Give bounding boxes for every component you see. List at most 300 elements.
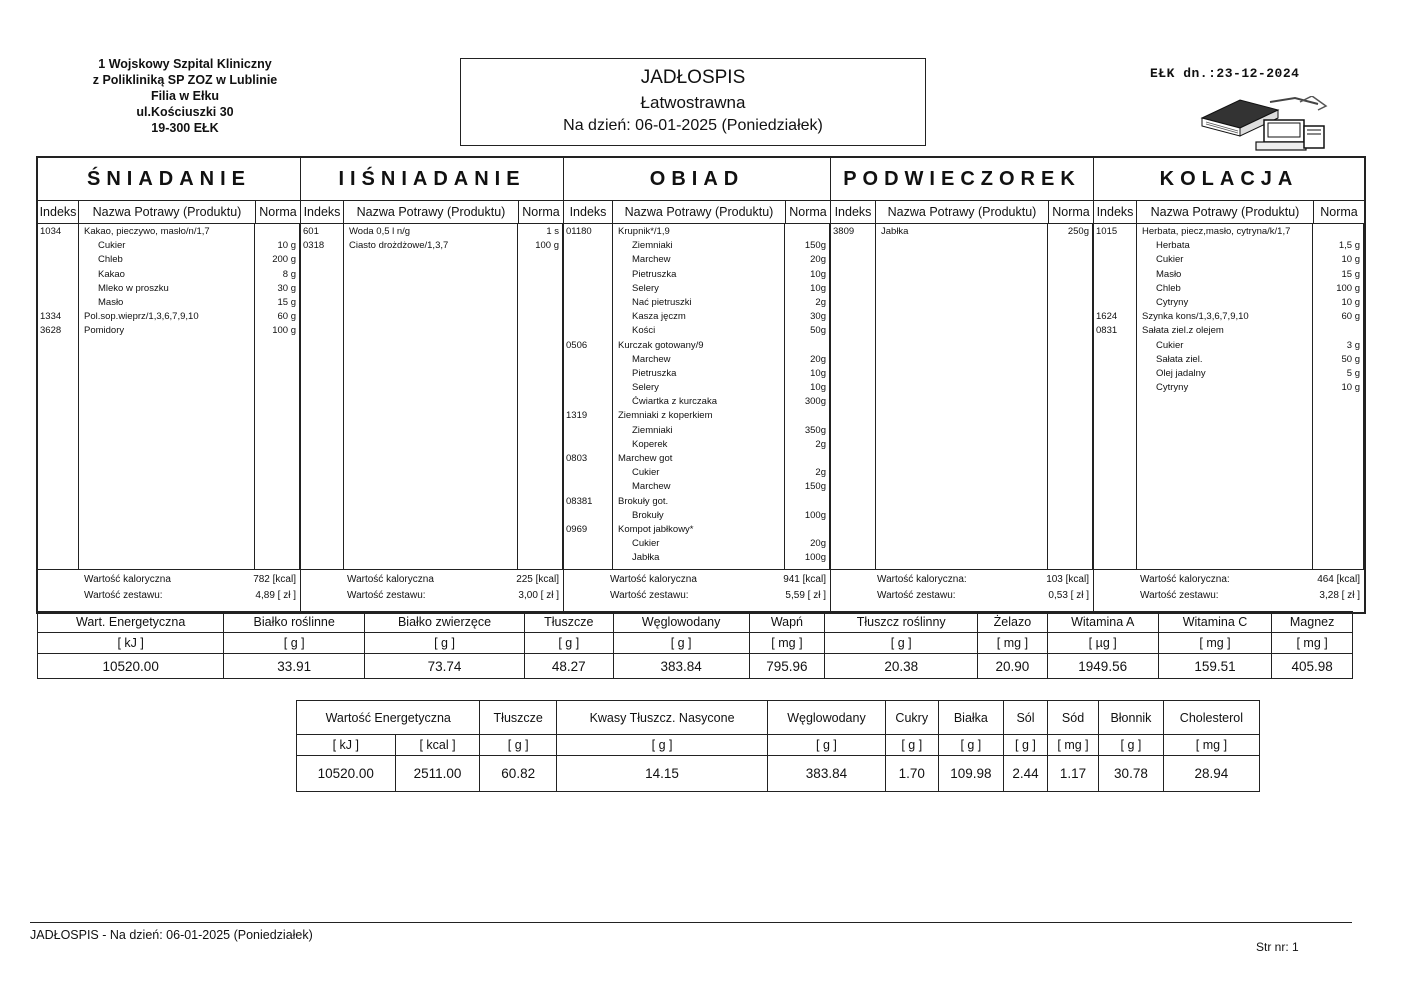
meal-column [301, 224, 344, 569]
nutrient-unit: [ g ] [825, 633, 978, 654]
item-index [1094, 269, 1138, 283]
nutrient-unit: [ mg ] [1163, 735, 1259, 756]
item-index [1094, 297, 1138, 311]
menu-item-row [564, 368, 830, 382]
nutrient-unit: [ g ] [224, 633, 365, 654]
item-name: Koperek [632, 438, 668, 450]
item-index [1094, 240, 1138, 254]
kcal-label: Wartość kaloryczna: [1140, 574, 1230, 585]
cost-value: 4,89 [ zł ] [255, 590, 296, 601]
column-header-index: Indeks [301, 201, 344, 223]
item-norm [782, 453, 830, 467]
menu-item-row [831, 226, 1093, 240]
menu-item-row [564, 340, 830, 354]
menu-item-row [564, 297, 830, 311]
item-index [38, 240, 80, 254]
menu-item-row [564, 410, 830, 424]
item-norm: 10g [810, 268, 826, 280]
nutrient-value: 73.74 [365, 654, 525, 679]
meal-items [38, 224, 300, 570]
item-norm: 60 g [1341, 311, 1360, 323]
menu-item-row [38, 240, 300, 254]
menu-item-row [1094, 354, 1364, 368]
cost-label: Wartość zestawu: [347, 590, 426, 601]
item-norm: 10 g [1341, 296, 1360, 308]
menu-item-row [1094, 311, 1364, 325]
item-name: Kompot jabłkowy* [618, 523, 694, 535]
meal-column [344, 224, 518, 569]
item-index: 01180 [566, 226, 592, 237]
item-name: Cytryny [1156, 382, 1189, 394]
item-index [564, 269, 614, 283]
item-name: Kakao, pieczywo, masło/n/1,7 [84, 226, 210, 237]
meal-column [831, 224, 876, 569]
item-norm: 2g [815, 467, 826, 479]
cost-value: 3,28 [ zł ] [1319, 590, 1360, 601]
item-norm: 30g [810, 311, 826, 323]
nutrient-unit: [ g ] [1099, 735, 1164, 756]
menu-item-row [1094, 325, 1364, 339]
nutrient-header: Żelazo [978, 612, 1047, 633]
nutrient-value: 405.98 [1272, 654, 1353, 679]
menu-item-row [564, 439, 830, 453]
item-norm: 2g [815, 296, 826, 308]
nutrient-header: Wartość Energetyczna [297, 701, 480, 735]
item-norm: 5 g [1346, 367, 1360, 379]
item-norm: 100g [804, 509, 826, 521]
item-index [1094, 382, 1138, 396]
item-name: Olej jadalny [1156, 367, 1206, 379]
column-header-name: Nazwa Potrawy (Produktu) [613, 201, 786, 223]
menu-item-row [38, 269, 300, 283]
nutrient-value: 33.91 [224, 654, 365, 679]
item-name: Cukier [1156, 254, 1184, 266]
item-index [564, 396, 614, 410]
menu-item-row [564, 538, 830, 552]
item-index: 0318 [303, 240, 325, 252]
nutrient-value: 383.84 [613, 654, 749, 679]
nutrient-value: 28.94 [1163, 756, 1259, 792]
meal-summary [38, 570, 300, 612]
item-name: Ziemniaki [632, 240, 673, 252]
menu-item-row [564, 510, 830, 524]
item-index [564, 425, 614, 439]
column-header-name: Nazwa Potrawy (Produktu) [79, 201, 256, 223]
item-name: Sałata ziel.z olejem [1142, 325, 1224, 337]
nutrient-value: 1.70 [885, 756, 938, 792]
nutrient-unit: [ mg ] [1048, 735, 1099, 756]
item-norm: 10 g [277, 240, 296, 252]
item-name: Brokuły got. [618, 495, 669, 507]
item-name: Herbata [1156, 240, 1190, 252]
item-name: Nać pietruszki [632, 296, 692, 308]
menu-item-row [564, 269, 830, 283]
item-index: 0831 [1096, 325, 1118, 337]
item-norm: 350g [804, 424, 826, 436]
column-header-index: Indeks [831, 201, 876, 223]
item-index [38, 297, 80, 311]
item-index [564, 325, 614, 339]
nutrient-value: 795.96 [749, 654, 824, 679]
item-norm: 3 g [1346, 339, 1360, 351]
item-index: 1319 [566, 410, 588, 422]
item-name: Pol.sop.wieprz/1,3,6,7,9,10 [84, 311, 199, 323]
item-index [564, 510, 614, 524]
menu-item-row [1094, 382, 1364, 396]
menu-item-row [564, 524, 830, 538]
nutrient-value: 2511.00 [395, 756, 480, 792]
nutrient-value: 1.17 [1048, 756, 1099, 792]
menu-item-row [564, 382, 830, 396]
nutrient-unit: [ g ] [938, 735, 1003, 756]
item-norm [1310, 226, 1364, 240]
nutrient-value: 20.90 [978, 654, 1047, 679]
kcal-value: 941 [kcal] [783, 574, 826, 585]
meal-title: ŚNIADANIE [38, 158, 300, 201]
kcal-label: Wartość kaloryczna [610, 574, 697, 585]
nutrient-value: 48.27 [524, 654, 613, 679]
hospital-name: 1 Wojskowy Szpital Kliniczny [98, 57, 272, 71]
nutrient-value: 159.51 [1158, 654, 1271, 679]
meal-column [1048, 224, 1093, 569]
item-name: Ćwiartka z kurczaka [632, 396, 717, 408]
cost-label: Wartość zestawu: [1140, 590, 1219, 601]
item-norm: 20g [810, 538, 826, 550]
item-norm: 10g [810, 367, 826, 379]
hospital-header [60, 56, 310, 136]
menu-item-row [564, 552, 830, 566]
meal-items [301, 224, 563, 570]
item-name: Szynka kons/1,3,6,7,9,10 [1142, 311, 1249, 323]
item-name: Ciasto drożdżowe/1,3,7 [349, 240, 449, 252]
meal-summary [301, 570, 563, 612]
nutrient-unit: [ g ] [613, 633, 749, 654]
nutrient-header: Węglowodany [613, 612, 749, 633]
item-name: Masło [98, 296, 124, 308]
menu-item-row [564, 325, 830, 339]
nutrient-unit: [ mg ] [978, 633, 1047, 654]
nutrient-header: Cukry [885, 701, 938, 735]
meal-column-headers [301, 201, 563, 224]
menu-item-row [564, 481, 830, 495]
item-index [564, 538, 614, 552]
nutrient-unit: [ g ] [885, 735, 938, 756]
item-index [1094, 340, 1138, 354]
item-index: 08381 [566, 495, 593, 507]
nutrient-unit: [ g ] [524, 633, 613, 654]
meal-section [301, 158, 564, 612]
item-index [564, 283, 614, 297]
column-header-norm: Norma [522, 205, 560, 219]
item-norm: 100g [804, 552, 826, 564]
item-index: 3809 [833, 226, 855, 237]
item-norm: 100 g [272, 325, 296, 337]
item-norm: 50 g [1341, 353, 1360, 365]
item-index [564, 382, 614, 396]
menu-item-row [1094, 340, 1364, 354]
nutrient-unit: [ g ] [365, 633, 525, 654]
meals-table [36, 156, 1366, 614]
item-index: 601 [303, 226, 319, 237]
menu-item-row [564, 283, 830, 297]
page-number: Str nr: 1 [1256, 940, 1299, 954]
nutrient-unit: [ mg ] [1158, 633, 1271, 654]
item-name: Pietruszka [632, 367, 677, 379]
meal-section [564, 158, 831, 612]
footer-text: JADŁOSPIS - Na dzień: 06-01-2025 (Poniedziałek) [30, 928, 313, 942]
nutrient-header: Węglowodany [768, 701, 886, 735]
nutrient-value: 109.98 [938, 756, 1003, 792]
hospital-street: ul.Kościuszki 30 [136, 105, 234, 119]
menu-item-row [301, 226, 563, 240]
meal-section [38, 158, 301, 612]
item-index [1094, 283, 1138, 297]
nutrient-unit: [ g ] [1003, 735, 1047, 756]
cost-label: Wartość zestawu: [877, 590, 956, 601]
meal-column [876, 224, 1048, 569]
meal-title: OBIAD [564, 158, 830, 201]
nutrient-unit: [ g ] [768, 735, 886, 756]
cost-label: Wartość zestawu: [610, 590, 689, 601]
menu-title-box [460, 58, 926, 146]
menu-item-row [38, 311, 300, 325]
item-name: Kurczak gotowany/9 [618, 339, 704, 351]
nutrient-unit: [ mg ] [1272, 633, 1353, 654]
item-name: Chleb [98, 254, 123, 266]
kcal-value: 464 [kcal] [1317, 574, 1360, 585]
item-index [564, 240, 614, 254]
item-norm: 1 s [546, 226, 559, 237]
cost-value: 3,00 [ zł ] [518, 590, 559, 601]
nutrient-unit: [ g ] [480, 735, 557, 756]
item-name: Cytryny [1156, 296, 1189, 308]
nutrition-table-label [296, 700, 1260, 792]
kcal-value: 225 [kcal] [516, 574, 559, 585]
footer-divider [30, 922, 1352, 923]
nutrient-header: Białko zwierzęce [365, 612, 525, 633]
meal-items [831, 224, 1093, 570]
item-name: Pomidory [84, 325, 125, 337]
meal-items [1094, 224, 1364, 570]
column-header-norm: Norma [789, 205, 827, 219]
nutrient-header: Tłuszcz roślinny [825, 612, 978, 633]
nutrient-header: Magnez [1272, 612, 1353, 633]
menu-item-row [1094, 269, 1364, 283]
menu-item-row [564, 254, 830, 268]
nutrient-header: Tłuszcze [524, 612, 613, 633]
item-norm [782, 340, 830, 354]
kcal-value: 782 [kcal] [253, 574, 296, 585]
item-name: Chleb [1156, 282, 1181, 294]
menu-item-row [564, 453, 830, 467]
item-norm: 20g [810, 254, 826, 266]
item-norm: 250g [1067, 226, 1089, 237]
nutrient-value: 14.15 [556, 756, 767, 792]
column-header-index: Indeks [38, 201, 79, 223]
item-norm: 2g [815, 438, 826, 450]
nutrient-value: 1949.56 [1047, 654, 1158, 679]
nutrient-value: 20.38 [825, 654, 978, 679]
nutrition-table-main [37, 611, 1353, 679]
menu-item-row [564, 354, 830, 368]
item-norm: 150g [804, 240, 826, 252]
item-index [564, 481, 614, 495]
item-norm: 1,5 g [1338, 240, 1360, 252]
menu-item-row [38, 297, 300, 311]
kcal-value: 103 [kcal] [1046, 574, 1089, 585]
menu-item-row [564, 311, 830, 325]
item-index [38, 283, 80, 297]
item-norm [782, 226, 830, 240]
issue-date: EŁK dn.:23-12-2024 [1150, 66, 1300, 81]
menu-item-row [564, 496, 830, 510]
hospital-branch: Filia w Ełku [150, 89, 220, 103]
item-norm [782, 496, 830, 510]
menu-item-row [38, 283, 300, 297]
item-name: Brokuły [632, 509, 664, 521]
item-name: Krupnik*/1,9 [618, 226, 670, 237]
item-name: Pietruszka [632, 268, 677, 280]
menu-item-row [1094, 368, 1364, 382]
column-header-index: Indeks [1094, 201, 1137, 223]
menu-item-row [1094, 297, 1364, 311]
column-header-norm: Norma [259, 205, 297, 219]
item-name: Kasza jęczm [632, 311, 686, 323]
item-index: 3628 [40, 325, 62, 337]
item-index: 0969 [566, 523, 588, 535]
menu-item-row [38, 226, 300, 240]
meal-column-headers [564, 201, 830, 224]
nutrient-unit: [ kJ ] [38, 633, 224, 654]
item-norm: 10g [810, 382, 826, 394]
column-header-norm: Norma [1052, 205, 1090, 219]
nutrient-header: Białko roślinne [224, 612, 365, 633]
item-name: Marchew [632, 254, 671, 266]
item-index: 1624 [1096, 311, 1118, 323]
item-name: Cukier [98, 240, 126, 252]
item-norm: 100 g [1336, 282, 1360, 294]
item-name: Kości [632, 325, 656, 337]
menu-item-row [564, 425, 830, 439]
item-index [38, 254, 80, 268]
item-index [564, 467, 614, 481]
column-header-index: Indeks [564, 201, 613, 223]
kcal-label: Wartość kaloryczna [347, 574, 434, 585]
nutrient-unit: [ kJ ] [297, 735, 396, 756]
nutrient-header: Witamina A [1047, 612, 1158, 633]
meal-section [1094, 158, 1364, 612]
item-norm [1310, 325, 1364, 339]
item-name: Marchew got [618, 453, 673, 464]
item-index [38, 269, 80, 283]
nutrient-header: Wart. Energetyczna [38, 612, 224, 633]
item-name: Ziemniaki z koperkiem [618, 410, 713, 422]
meal-section [831, 158, 1094, 612]
nutrient-unit: [ g ] [556, 735, 767, 756]
nutrient-header: Białka [938, 701, 1003, 735]
nutrient-header: Sód [1048, 701, 1099, 735]
nutrient-header: Tłuszcze [480, 701, 557, 735]
item-name: Cukier [632, 467, 660, 479]
column-header-name: Nazwa Potrawy (Produktu) [1137, 201, 1314, 223]
item-name: Selery [632, 282, 659, 294]
nutrient-header: Wapń [749, 612, 824, 633]
item-name: Mleko w proszku [98, 282, 169, 294]
cost-label: Wartość zestawu: [84, 590, 163, 601]
nutrient-header: Kwasy Tłuszcz. Nasycone [556, 701, 767, 735]
item-norm: 15 g [1341, 268, 1360, 280]
item-index [564, 368, 614, 382]
meal-title: IIŚNIADANIE [301, 158, 563, 201]
meal-summary [1094, 570, 1364, 612]
diet-name: Łatwostrawna [640, 93, 746, 112]
nutrient-value: 60.82 [480, 756, 557, 792]
item-norm: 30 g [277, 282, 296, 294]
menu-item-row [564, 467, 830, 481]
page-title: JADŁOSPIS [640, 67, 746, 88]
item-index: 1334 [40, 311, 62, 323]
item-name: Herbata, piecz,masło, cytryna/k/1,7 [1142, 226, 1291, 237]
item-norm [782, 410, 830, 424]
nutrient-value: 30.78 [1099, 756, 1164, 792]
menu-item-row [564, 240, 830, 254]
kcal-label: Wartość kaloryczna: [877, 574, 967, 585]
menu-item-row [564, 226, 830, 240]
item-name: Kakao [98, 268, 125, 280]
item-name: Woda 0,5 l n/g [349, 226, 411, 237]
item-name: Marchew [632, 481, 671, 493]
menu-item-row [564, 396, 830, 410]
item-norm: 10g [810, 282, 826, 294]
item-norm: 100 g [535, 240, 559, 252]
item-index [564, 439, 614, 453]
meal-column-headers [1094, 201, 1364, 224]
item-name: Sałata ziel. [1156, 353, 1203, 365]
item-norm: 8 g [282, 268, 296, 280]
menu-date: Na dzień: 06-01-2025 (Poniedziałek) [563, 117, 823, 134]
meal-column-headers [38, 201, 300, 224]
item-norm [782, 524, 830, 538]
menu-item-row [38, 254, 300, 268]
item-name: Jabłka [881, 226, 909, 237]
nutrient-header: Sól [1003, 701, 1047, 735]
menu-item-row [1094, 226, 1364, 240]
item-index [564, 311, 614, 325]
menu-item-row [38, 325, 300, 339]
item-norm: 20g [810, 353, 826, 365]
meal-items [564, 224, 830, 570]
cost-value: 5,59 [ zł ] [785, 590, 826, 601]
menu-item-row [1094, 283, 1364, 297]
column-header-norm: Norma [1320, 205, 1358, 219]
item-index: 0803 [566, 453, 588, 464]
item-norm: 150g [804, 481, 826, 493]
item-norm: 60 g [277, 311, 296, 323]
item-name: Cukier [1156, 339, 1184, 351]
book-computer-icon [1200, 96, 1340, 156]
nutrient-header: Witamina C [1158, 612, 1271, 633]
meal-column-headers [831, 201, 1093, 224]
menu-item-row [1094, 254, 1364, 268]
item-index [564, 297, 614, 311]
meal-column [518, 224, 563, 569]
item-index [564, 254, 614, 268]
column-header-name: Nazwa Potrawy (Produktu) [344, 201, 519, 223]
cost-value: 0,53 [ zł ] [1048, 590, 1089, 601]
meal-summary [831, 570, 1093, 612]
nutrient-header: Błonnik [1099, 701, 1164, 735]
meal-summary [564, 570, 830, 612]
